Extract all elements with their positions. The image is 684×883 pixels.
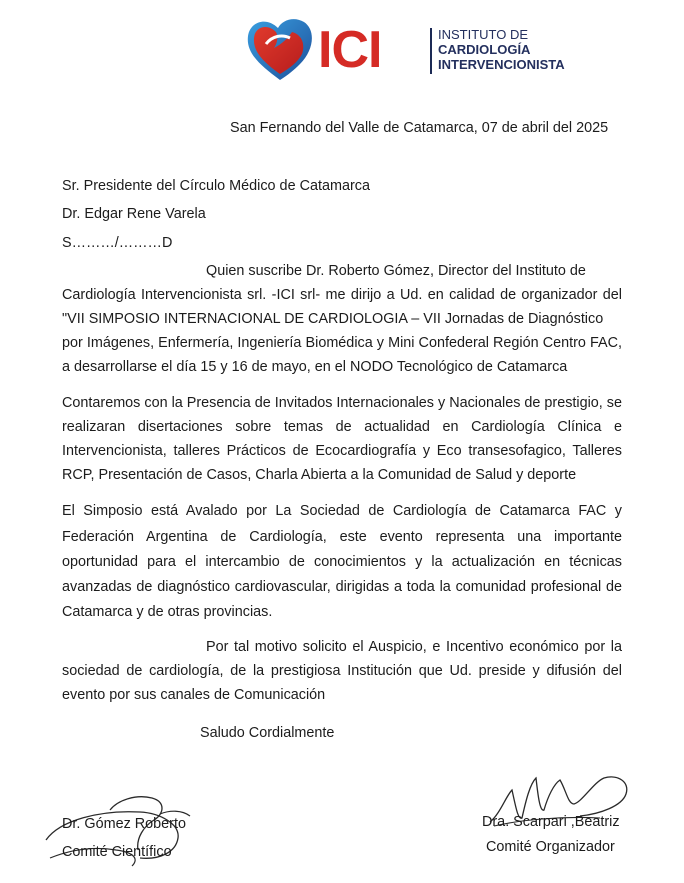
p4-line-1: Por tal motivo solicito el Auspicio, e Incentivo económico por la — [206, 639, 622, 655]
p3-line-2: Federación Argentina de Cardiología, este evento representa una importante — [62, 529, 622, 545]
institute-logo — [244, 14, 565, 84]
right-signer-role: Comité Organizador — [486, 839, 615, 855]
p2-line-3: Intervencionista, talleres Prácticos de Ecocardiografía y Eco transesofagico, Talleres — [62, 443, 622, 459]
p1-line-4: por Imágenes, Enfermería, Ingeniería Biomédica y Mini Confederal Región Centro FAC, — [62, 335, 622, 351]
recipient-salutation: S………/………D — [62, 235, 173, 251]
closing-greeting: Saludo Cordialmente — [200, 725, 335, 741]
p4-line-3: evento por sus canales de Comunicación — [62, 687, 326, 703]
logo-name-line-1: INSTITUTO DE — [438, 27, 529, 42]
right-signer-name: Dra. Scarpari ,Beatriz — [482, 814, 620, 830]
p1-line-1: Quien suscribe Dr. Roberto Gómez, Director del Instituto de — [206, 263, 586, 279]
p2-line-4: RCP, Presentación de Casos, Charla Abierta a la Comunidad de Salud y deporte — [62, 467, 577, 483]
p2-line-2: realizaran disertaciones sobre temas de actualidad en Cardiología Clínica e — [62, 419, 622, 435]
p1-line-3: "VII SIMPOSIO INTERNACIONAL DE CARDIOLOGIA – VII Jornadas de Diagnóstico — [62, 311, 604, 327]
logo-institute-name — [438, 27, 565, 72]
p2-line-1: Contaremos con la Presencia de Invitados Internacionales y Nacionales de prestigio, se — [62, 395, 622, 411]
p3-line-1: El Simposio está Avalado por La Sociedad de Cardiología de Catamarca FAC y — [62, 503, 622, 519]
logo-divider — [430, 28, 432, 74]
left-signer-role: Comité Científico — [62, 844, 172, 860]
logo-name-line-3: INTERVENCIONISTA — [438, 57, 565, 72]
p4-line-2: sociedad de cardiología, de la prestigiosa Institución que Ud. preside y difusión del — [62, 663, 622, 679]
p3-line-5: Catamarca y de otras provincias. — [62, 604, 273, 620]
p3-line-4: avanzadas de diagnóstico cardiovascular, dirigidas a toda la comunidad profesional de — [62, 579, 622, 595]
left-signer-name: Dr. Gómez Roberto — [62, 816, 186, 832]
right-signature-scribble — [470, 760, 650, 850]
recipient-name: Dr. Edgar Rene Varela — [62, 206, 206, 222]
p3-line-3: oportunidad para el intercambio de conocimientos y la actualización en técnicas — [62, 554, 622, 570]
logo-name-line-2: CARDIOLOGÍA — [438, 42, 531, 57]
recipient-title: Sr. Presidente del Círculo Médico de Catamarca — [62, 178, 370, 194]
date-line: San Fernando del Valle de Catamarca, 07 de abril del 2025 — [230, 120, 609, 136]
logo-letters: ICI — [318, 21, 382, 79]
heart-logo-icon — [244, 14, 316, 84]
p1-line-5: a desarrollarse el día 15 y 16 de mayo, en el NODO Tecnológico de Catamarca — [62, 359, 568, 375]
p1-line-2: Cardiología Intervencionista srl. -ICI srl- me dirijo a Ud. en calidad de organizador del — [62, 287, 622, 303]
